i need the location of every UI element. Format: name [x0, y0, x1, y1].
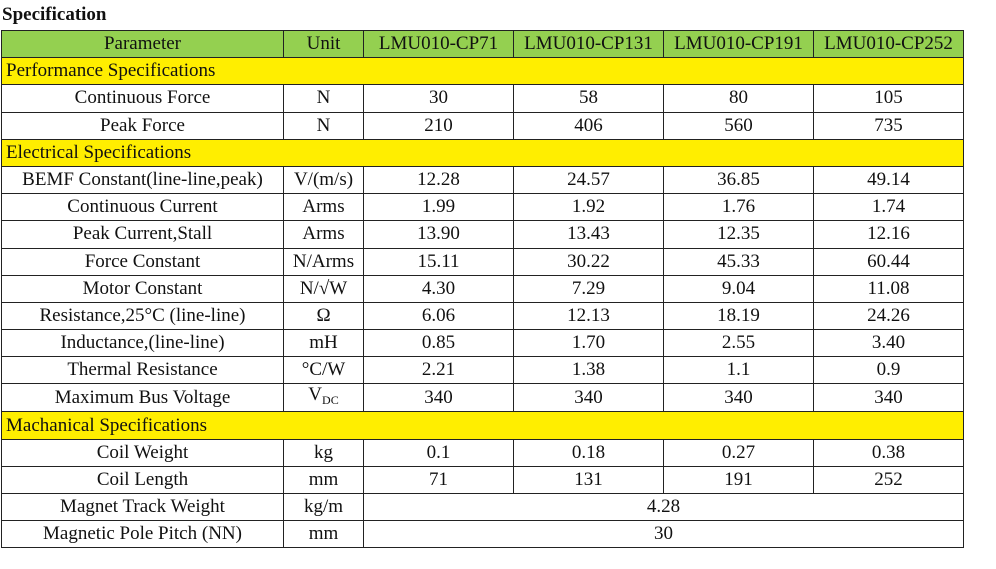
section-title: Performance Specifications	[2, 58, 964, 85]
param-cell: Coil Length	[2, 466, 284, 493]
header-model-cp131: LMU010-CP131	[514, 31, 664, 58]
header-model-cp71: LMU010-CP71	[364, 31, 514, 58]
table-row	[2, 357, 964, 384]
value-cell: 1.70	[514, 330, 664, 357]
value-cell: 560	[664, 112, 814, 139]
section-performance	[2, 58, 964, 85]
value-cell: 2.55	[664, 330, 814, 357]
value-cell: 7.29	[514, 275, 664, 302]
param-cell: Motor Constant	[2, 275, 284, 302]
value-cell-merged: 4.28	[364, 494, 964, 521]
unit-cell: V/(m/s)	[284, 166, 364, 193]
param-cell: Force Constant	[2, 248, 284, 275]
param-cell: Coil Weight	[2, 439, 284, 466]
section-mechanical	[2, 412, 964, 439]
unit-cell: kg	[284, 439, 364, 466]
value-cell: 4.30	[364, 275, 514, 302]
header-model-cp191: LMU010-CP191	[664, 31, 814, 58]
value-cell: 1.1	[664, 357, 814, 384]
unit-cell: N/Arms	[284, 248, 364, 275]
unit-cell: mH	[284, 330, 364, 357]
value-cell: 735	[814, 112, 964, 139]
value-cell: 340	[664, 384, 814, 412]
table-row	[2, 112, 964, 139]
value-cell: 24.57	[514, 166, 664, 193]
value-cell: 30.22	[514, 248, 664, 275]
value-cell: 12.35	[664, 221, 814, 248]
section-electrical	[2, 139, 964, 166]
value-cell: 0.85	[364, 330, 514, 357]
header-model-cp252: LMU010-CP252	[814, 31, 964, 58]
value-cell: 12.13	[514, 302, 664, 329]
param-cell: Maximum Bus Voltage	[2, 384, 284, 412]
value-cell: 12.16	[814, 221, 964, 248]
table-row	[2, 275, 964, 302]
table-row	[2, 221, 964, 248]
unit-cell: °C/W	[284, 357, 364, 384]
value-cell: 0.18	[514, 439, 664, 466]
value-cell-merged: 30	[364, 521, 964, 548]
value-cell: 1.99	[364, 194, 514, 221]
unit-subscript: DC	[322, 393, 339, 408]
param-cell: Continuous Force	[2, 85, 284, 112]
table-row	[2, 248, 964, 275]
value-cell: 1.74	[814, 194, 964, 221]
value-cell: 191	[664, 466, 814, 493]
value-cell: 2.21	[364, 357, 514, 384]
param-cell: Peak Current,Stall	[2, 221, 284, 248]
value-cell: 252	[814, 466, 964, 493]
unit-cell	[284, 384, 364, 412]
value-cell: 15.11	[364, 248, 514, 275]
param-cell: Inductance,(line-line)	[2, 330, 284, 357]
value-cell: 3.40	[814, 330, 964, 357]
value-cell: 210	[364, 112, 514, 139]
unit-cell: kg/m	[284, 494, 364, 521]
unit-cell: mm	[284, 466, 364, 493]
param-cell: Thermal Resistance	[2, 357, 284, 384]
value-cell: 1.38	[514, 357, 664, 384]
value-cell: 6.06	[364, 302, 514, 329]
unit-cell: Arms	[284, 221, 364, 248]
value-cell: 49.14	[814, 166, 964, 193]
value-cell: 24.26	[814, 302, 964, 329]
unit-cell: N/√W	[284, 275, 364, 302]
param-cell: Magnet Track Weight	[2, 494, 284, 521]
value-cell: 340	[514, 384, 664, 412]
value-cell: 58	[514, 85, 664, 112]
value-cell: 71	[364, 466, 514, 493]
unit-cell: Ω	[284, 302, 364, 329]
unit-cell: Arms	[284, 194, 364, 221]
value-cell: 1.92	[514, 194, 664, 221]
table-row	[2, 166, 964, 193]
value-cell: 340	[814, 384, 964, 412]
value-cell: 18.19	[664, 302, 814, 329]
value-cell: 12.28	[364, 166, 514, 193]
param-cell: Resistance,25°C (line-line)	[2, 302, 284, 329]
section-title: Machanical Specifications	[2, 412, 964, 439]
value-cell: 1.76	[664, 194, 814, 221]
table-row	[2, 494, 964, 521]
page-title: Specification	[2, 4, 107, 25]
unit-cell: N	[284, 85, 364, 112]
table-header-row	[2, 31, 964, 58]
value-cell: 406	[514, 112, 664, 139]
value-cell: 13.43	[514, 221, 664, 248]
table-row	[2, 194, 964, 221]
param-cell: BEMF Constant(line-line,peak)	[2, 166, 284, 193]
param-cell: Continuous Current	[2, 194, 284, 221]
table-row	[2, 302, 964, 329]
value-cell: 45.33	[664, 248, 814, 275]
specification-table	[1, 30, 964, 548]
value-cell: 0.27	[664, 439, 814, 466]
table-row	[2, 466, 964, 493]
table-row	[2, 384, 964, 412]
table-row	[2, 330, 964, 357]
param-cell: Peak Force	[2, 112, 284, 139]
unit-cell: N	[284, 112, 364, 139]
value-cell: 11.08	[814, 275, 964, 302]
value-cell: 9.04	[664, 275, 814, 302]
value-cell: 0.1	[364, 439, 514, 466]
table-row	[2, 85, 964, 112]
value-cell: 60.44	[814, 248, 964, 275]
value-cell: 131	[514, 466, 664, 493]
section-title: Electrical Specifications	[2, 139, 964, 166]
value-cell: 105	[814, 85, 964, 112]
header-unit: Unit	[284, 31, 364, 58]
value-cell: 0.38	[814, 439, 964, 466]
header-parameter: Parameter	[2, 31, 284, 58]
table-row	[2, 521, 964, 548]
value-cell: 340	[364, 384, 514, 412]
unit-cell: mm	[284, 521, 364, 548]
param-cell: Magnetic Pole Pitch (NN)	[2, 521, 284, 548]
unit-main: V	[308, 384, 323, 406]
value-cell: 13.90	[364, 221, 514, 248]
value-cell: 80	[664, 85, 814, 112]
value-cell: 36.85	[664, 166, 814, 193]
value-cell: 30	[364, 85, 514, 112]
table-row	[2, 439, 964, 466]
value-cell: 0.9	[814, 357, 964, 384]
